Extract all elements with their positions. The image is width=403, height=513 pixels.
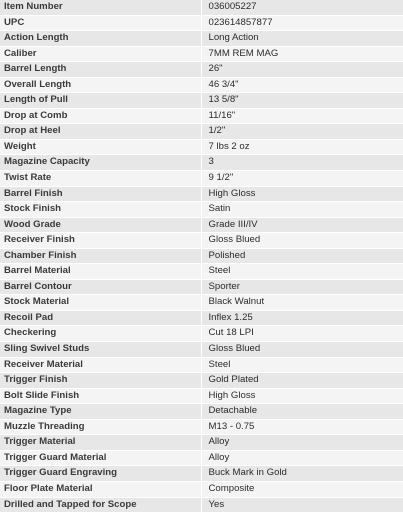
spec-value: 26" [201, 62, 403, 78]
spec-row [0, 419, 403, 435]
spec-row [0, 124, 403, 140]
spec-label: Overall Length [0, 77, 201, 93]
spec-label: Trigger Guard Engraving [0, 466, 201, 482]
spec-label: Wood Grade [0, 217, 201, 233]
spec-value: 1/2" [201, 124, 403, 140]
spec-value: High Gloss [201, 186, 403, 202]
spec-value: Long Action [201, 31, 403, 47]
spec-label: Trigger Material [0, 435, 201, 451]
spec-row [0, 279, 403, 295]
spec-row [0, 217, 403, 233]
spec-value: M13 - 0.75 [201, 419, 403, 435]
spec-value: Cut 18 LPI [201, 326, 403, 342]
spec-row [0, 481, 403, 497]
spec-label: UPC [0, 15, 201, 31]
spec-value: 11/16" [201, 108, 403, 124]
spec-label: Length of Pull [0, 93, 201, 109]
spec-row [0, 93, 403, 109]
spec-value: Alloy [201, 450, 403, 466]
spec-row [0, 248, 403, 264]
spec-value: 7 lbs 2 oz [201, 139, 403, 155]
spec-row [0, 233, 403, 249]
spec-value: 3 [201, 155, 403, 171]
spec-value: Steel [201, 357, 403, 373]
spec-value: 9 1/2" [201, 171, 403, 187]
spec-label: Recoil Pad [0, 310, 201, 326]
spec-row [0, 0, 403, 15]
spec-value: 023614857877 [201, 15, 403, 31]
spec-label: Trigger Finish [0, 373, 201, 389]
spec-value: Inflex 1.25 [201, 310, 403, 326]
spec-row [0, 155, 403, 171]
spec-value: Yes [201, 497, 403, 513]
spec-row [0, 388, 403, 404]
spec-value: Sporter [201, 279, 403, 295]
spec-row [0, 404, 403, 420]
spec-row [0, 264, 403, 280]
spec-row [0, 77, 403, 93]
spec-value: 46 3/4" [201, 77, 403, 93]
spec-row [0, 31, 403, 47]
spec-label: Caliber [0, 46, 201, 62]
spec-value: Satin [201, 202, 403, 218]
spec-value: Gloss Blued [201, 342, 403, 358]
spec-label: Receiver Material [0, 357, 201, 373]
spec-value: Composite [201, 481, 403, 497]
spec-label: Magazine Type [0, 404, 201, 420]
spec-value: Gloss Blued [201, 233, 403, 249]
spec-value: Steel [201, 264, 403, 280]
spec-label: Sling Swivel Studs [0, 342, 201, 358]
spec-label: Bolt Slide Finish [0, 388, 201, 404]
spec-label: Floor Plate Material [0, 481, 201, 497]
spec-row [0, 450, 403, 466]
spec-label: Receiver Finish [0, 233, 201, 249]
spec-label: Checkering [0, 326, 201, 342]
spec-row [0, 497, 403, 513]
spec-row [0, 15, 403, 31]
spec-row [0, 139, 403, 155]
spec-value: Polished [201, 248, 403, 264]
spec-row [0, 466, 403, 482]
spec-row [0, 202, 403, 218]
spec-label: Weight [0, 139, 201, 155]
spec-label: Drop at Heel [0, 124, 201, 140]
spec-row [0, 171, 403, 187]
spec-label: Trigger Guard Material [0, 450, 201, 466]
spec-label: Drilled and Tapped for Scope [0, 497, 201, 513]
spec-row [0, 435, 403, 451]
spec-label: Barrel Contour [0, 279, 201, 295]
spec-value: High Gloss [201, 388, 403, 404]
spec-value: Alloy [201, 435, 403, 451]
spec-label: Action Length [0, 31, 201, 47]
spec-label: Muzzle Threading [0, 419, 201, 435]
spec-label: Barrel Length [0, 62, 201, 78]
spec-value: Grade III/IV [201, 217, 403, 233]
spec-label: Item Number [0, 0, 201, 15]
spec-value: Detachable [201, 404, 403, 420]
spec-row [0, 108, 403, 124]
spec-row [0, 186, 403, 202]
spec-value: Gold Plated [201, 373, 403, 389]
spec-label: Chamber Finish [0, 248, 201, 264]
spec-row [0, 357, 403, 373]
spec-row [0, 373, 403, 389]
spec-row [0, 310, 403, 326]
spec-label: Magazine Capacity [0, 155, 201, 171]
spec-label: Stock Finish [0, 202, 201, 218]
spec-value: 036005227 [201, 0, 403, 15]
spec-row [0, 46, 403, 62]
spec-row [0, 342, 403, 358]
spec-label: Barrel Finish [0, 186, 201, 202]
spec-row [0, 295, 403, 311]
spec-label: Barrel Material [0, 264, 201, 280]
spec-label: Twist Rate [0, 171, 201, 187]
spec-value: Black Walnut [201, 295, 403, 311]
spec-value: 13 5/8" [201, 93, 403, 109]
spec-label: Drop at Comb [0, 108, 201, 124]
spec-value: Buck Mark in Gold [201, 466, 403, 482]
spec-row [0, 326, 403, 342]
spec-row [0, 62, 403, 78]
spec-value: 7MM REM MAG [201, 46, 403, 62]
spec-label: Stock Material [0, 295, 201, 311]
